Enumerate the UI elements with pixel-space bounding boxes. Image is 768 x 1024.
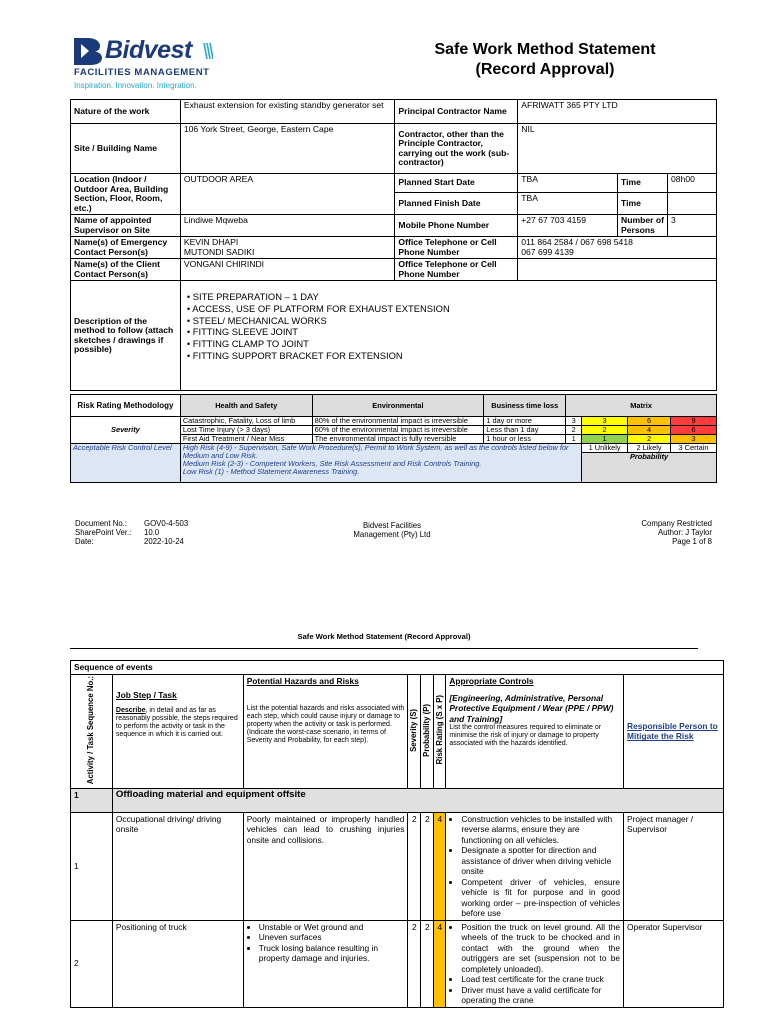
mobile-value: +27 67 703 4159 [518,215,618,237]
matrix-cell: 6 [671,426,717,435]
env-cell: 60% of the environmental impact is irreversible [312,426,484,435]
table-row [71,812,724,920]
persons-value: 3 [668,215,717,237]
office1-value: 011 864 2584 / 067 698 5418 067 699 4139 [518,237,717,259]
probability-certain: 3 Certain [671,444,717,453]
finish-date-label: Planned Finish Date [395,193,518,215]
task-hazards [243,920,408,1007]
probability-col-header: Probability (P) [421,675,434,789]
matrix-cell: 3 [582,417,628,426]
finish-time-value [668,193,717,215]
site-value: 106 York Street, George, Eastern Cape [180,124,395,174]
matrix-header: Matrix [566,395,717,417]
severity-col-header: Severity (S) [408,675,421,789]
task-controls [446,920,624,1007]
office2-value [518,259,717,281]
logo-wordmark: Bidvest [105,36,192,64]
health-cell: First Aid Treatment / Near Miss [180,435,312,444]
nature-value: Exhaust extension for existing standby generator set [180,100,395,124]
hazard-item: • Truck losing balance resulting in property damage and injuries. [259,943,405,964]
header-rule [70,648,698,649]
task-probability: 2 [421,812,434,920]
start-time-value: 08h00 [668,174,717,193]
control-item: • Construction vehicles to be installed with reverse alarms, ensure they are functioning on all vehicles. [461,814,620,846]
method-steps-list [187,291,710,362]
office2-label: Office Telephone or Cell Phone Number [395,259,518,281]
matrix-cell: 3 [671,435,717,444]
business-cell: Less than 1 day [484,426,566,435]
task-step: Positioning of truck [112,920,243,1007]
description-value [180,281,716,391]
contractor-label: Contractor, other than the Principle Contractor, carrying out the work (sub-contractor) [395,124,518,174]
start-time-label: Time [618,174,668,193]
health-cell: Catastrophic, Fatality, Loss of limb [180,417,312,426]
page2-title: Safe Work Method Statement (Record Approval) [297,632,471,641]
logo-tagline: Inspiration. Innovation. Integration. [74,81,197,90]
section-title: Offloading material and equipment offsite [112,788,723,812]
probability-label: Probability [582,453,717,483]
office1-label: Office Telephone or Cell Phone Number [395,237,518,259]
client-value: VONGANI CHIRINDI [180,259,395,281]
method-step: • FITTING SLEEVE JOINT [187,326,710,338]
method-step: • SITE PREPARATION – 1 DAY [187,291,710,303]
matrix-cell: 2 [582,426,628,435]
task-responsible: Operator Supervisor [624,920,724,1007]
matrix-cell: 4 [628,426,671,435]
task-hazard: Poorly maintained or improperly handled vehicles can lead to crushing injuries onsite and collisions. [243,812,408,920]
table-row [71,920,724,1007]
control-item: • Driver must have a valid certificate for operating the crane [461,985,620,1006]
work-info-table [70,99,717,391]
person-col-header: Responsible Person to Mitigate the Risk [624,675,724,789]
sequence-header: Sequence of events [71,661,724,675]
control-item: • Load test certificate for the crane truck [461,974,620,985]
business-cell: 1 hour or less [484,435,566,444]
client-label: Name(s) of the Client Contact Person(s) [71,259,181,281]
hazard-item: • Unstable or Wet ground and [259,922,405,933]
logo-subtitle: FACILITIES MANAGEMENT [74,67,210,78]
persons-label: Number of Persons [618,215,668,237]
severity-value: 2 [566,426,582,435]
bidvest-logo-icon [72,36,104,66]
supervisor-value: Lindiwe Mqweba [180,215,395,237]
site-label: Site / Building Name [71,124,181,174]
finish-date-value: TBA [518,193,618,215]
sequence-table [70,660,724,1008]
hazard-col-header: Potential Hazards and Risks List the potential hazards and risks associated with each step, which could cause injury or damage to property when the activity or task is performed. (Indicate the worst-case scenario, in terms of Severity and Probability, for each step). [243,675,408,789]
company-name: Bidvest Facilities Management (Pty) Ltd [353,521,431,539]
control-item: • Position the truck on level ground. All the wheels of the truck to be chocked and in contact with the ground when the outriggers are set (suspension not to be completely unloaded). [461,922,620,975]
task-step: Occupational driving/ driving onsite [112,812,243,920]
risk-levels-text: High Risk (4-9) - Supervision, Safe Work Procedure(s), Permit to Work System, as well as the controls listed below for Medium and Low Risk. Medium Risk (2-3) - Competent Workers, Site Risk Assessment and Risk Controls Training. Low Risk (1) - Method Statement Awareness Training. [180,444,581,483]
matrix-cell: 2 [628,435,671,444]
principal-label: Principal Contractor Name [395,100,518,124]
location-label: Location (Indoor / Outdoor Area, Building Section, Floor, Room, etc.) [71,174,181,215]
task-number: 2 [71,920,113,1007]
probability-unlikely: 1 Unlikely [582,444,628,453]
logo-stripes-icon [203,42,213,60]
severity-value: 3 [566,417,582,426]
task-severity: 2 [408,812,421,920]
task-controls [446,812,624,920]
task-risk-rating: 4 [434,920,446,1007]
matrix-cell: 9 [671,417,717,426]
acceptable-level-label: Acceptable Risk Control Level [71,444,181,483]
page-title: Safe Work Method Statement (Record Approval) [434,41,656,78]
method-step: • ACCESS, USE OF PLATFORM FOR EXHAUST EXTENSION [187,303,710,315]
business-cell: 1 day or more [484,417,566,426]
controls-col-header: Appropriate Controls [Engineering, Administrative, Personal Protective Equipment / Wear (PPE / PPW) and Training] List the control measures required to eliminate or minimise the risk of injury or damage to property associated with the hazards identified. [446,675,624,789]
risk-rating-table [70,394,717,483]
severity-label: Severity [71,417,181,444]
env-cell: The environmental impact is fully reversible [312,435,484,444]
probability-likely: 2 Likely [628,444,671,453]
env-cell: 80% of the environmental impact is irreversible [312,417,484,426]
task-number: 1 [71,812,113,920]
control-item: • Competent driver of vehicles, ensure vehicle is fit for purpose and in good working order – pre-inspection of vehicles before use [461,877,620,919]
section-number: 1 [71,788,113,812]
step-col-header: Job Step / Task Describe, in detail and as far as reasonably possible, the steps required to perform the activity or task in the sequence in which it is carried out. [112,675,243,789]
start-date-label: Planned Start Date [395,174,518,193]
severity-value: 1 [566,435,582,444]
emergency-label: Name(s) of Emergency Contact Person(s) [71,237,181,259]
method-step: • STEEL/ MECHANICAL WORKS [187,315,710,327]
contractor-value: NIL [518,124,717,174]
control-item: • Designate a spotter for direction and assistance of driver when driving vehicle onsite [461,845,620,877]
method-step: • FITTING SUPPORT BRACKET FOR EXTENSION [187,350,710,362]
finish-time-label: Time [618,193,668,215]
emergency-value: KEVIN DHAPI MUTONDI SADIKI [180,237,395,259]
hazard-item: • Uneven surfaces [259,932,405,943]
company-logo [72,36,222,94]
method-step: • FITTING CLAMP TO JOINT [187,338,710,350]
mobile-label: Mobile Phone Number [395,215,518,237]
risk-methodology-label: Risk Rating Methodology [71,395,181,417]
matrix-cell: 1 [582,435,628,444]
environmental-header: Environmental [312,395,484,417]
health-safety-header: Health and Safety [180,395,312,417]
description-label: Description of the method to follow (attach sketches / drawings if possible) [71,281,181,391]
task-probability: 2 [421,920,434,1007]
nature-label: Nature of the work [71,100,181,124]
location-value: OUTDOOR AREA [180,174,395,215]
start-date-value: TBA [518,174,618,193]
task-severity: 2 [408,920,421,1007]
matrix-cell: 6 [628,417,671,426]
activity-col-header: Activity / Task Sequence No.: [71,675,113,789]
supervisor-label: Name of appointed Supervisor on Site [71,215,181,237]
page-info: Company Restricted Author: J Taylor Page 1 of 8 [641,519,712,546]
health-cell: Lost Time Injury (> 3 days) [180,426,312,435]
task-responsible: Project manager / Supervisor [624,812,724,920]
risk-rating-col-header: Risk Rating (S x P) [434,675,446,789]
business-loss-header: Business time loss [484,395,566,417]
principal-value: AFRIWATT 365 PTY LTD [518,100,717,124]
task-risk-rating: 4 [434,812,446,920]
document-info: Document No.: GOV0-4-503 SharePoint Ver.: 10.0 Date: 2022-10-24 [75,519,189,546]
